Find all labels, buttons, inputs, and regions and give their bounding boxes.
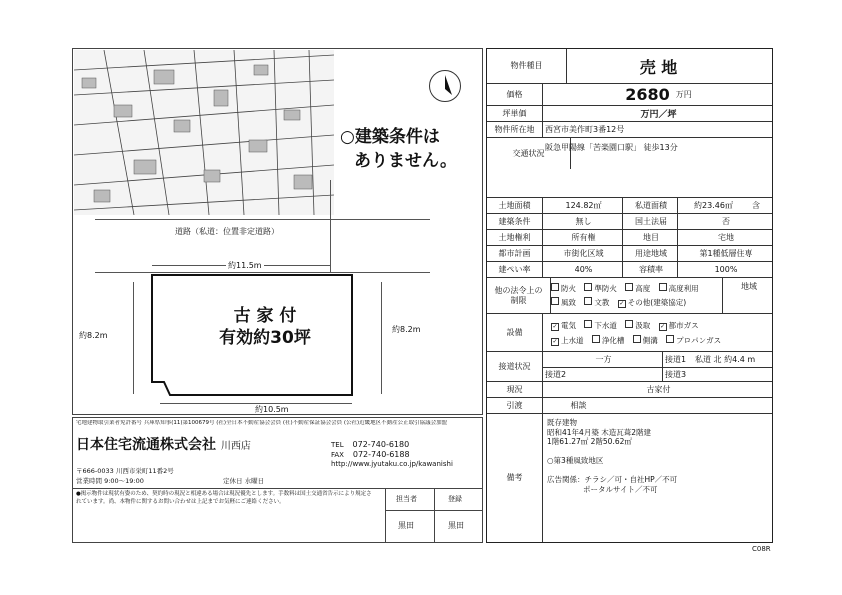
row-current [487, 381, 772, 397]
house-line-2: 有効約30坪 [219, 328, 311, 348]
right-depth-line [381, 282, 382, 394]
other-laws-list: 防火 準防火 高度 高度利用 風致 文教 ✓ その他(建築協定) [545, 282, 720, 310]
private-road-note: 含 [752, 201, 760, 210]
district-label: 地域 [741, 281, 757, 291]
transport-label: 交通状況 [487, 138, 571, 169]
checkbox-checked[interactable]: ✓ [660, 323, 666, 330]
road-side: 一方 [595, 355, 612, 364]
checkbox[interactable] [551, 297, 559, 305]
tel-row: TEL 072-740-6180 [331, 440, 410, 449]
business-hours: 営業時間 9:00〜19:00 [76, 477, 144, 485]
current-value: 古家付 [646, 385, 671, 394]
checkbox-checked[interactable]: ✓ [552, 338, 558, 345]
checkbox[interactable] [659, 283, 667, 291]
road-line-top [95, 219, 430, 220]
left-depth-line [133, 282, 134, 394]
row-land-rights [487, 229, 772, 245]
land-rights-label: 土地権利 [487, 230, 543, 245]
checkbox[interactable] [592, 335, 600, 343]
city-plan-label: 都市計画 [487, 246, 543, 261]
checkbox[interactable] [625, 320, 633, 328]
checkbox-checked[interactable]: ✓ [619, 300, 625, 307]
row-land-area [487, 197, 772, 213]
checkbox[interactable] [584, 283, 592, 291]
tsubo-label: 坪単価 [487, 106, 543, 121]
row-facilities [487, 313, 772, 351]
company-address: 〒666-0033 川西市栄町11番2号 [76, 467, 174, 475]
other-laws-label: 他の法令上の制限 [487, 278, 551, 313]
house-info [175, 305, 355, 349]
house-line-1: 古 家 付 [233, 306, 297, 326]
staff-table [385, 488, 483, 543]
remarks-label: 備考 [487, 414, 543, 542]
tel-number: 072-740-6180 [352, 440, 410, 449]
property-table [486, 48, 773, 543]
left-depth-label: 約8.2m [79, 331, 108, 340]
bcr-label: 建ぺい率 [487, 262, 543, 277]
company-box [72, 417, 483, 543]
row-location [487, 121, 772, 137]
map-lines [74, 50, 334, 215]
delivery-label: 引渡 [487, 398, 543, 413]
road1-label: 接道1 [665, 355, 687, 364]
row-other-laws [487, 277, 772, 313]
private-road-label: 私道面積 [635, 201, 667, 210]
delivery-value: 相談 [570, 401, 587, 410]
current-label: 現況 [487, 382, 543, 397]
land-area-label: 土地面積 [487, 198, 543, 213]
price-value: 2680 [625, 85, 670, 104]
facilities-label: 設備 [487, 314, 543, 351]
zoning-value: 第1種低層住専 [699, 249, 753, 258]
row-tsubo [487, 105, 772, 121]
staff-left-name: 黒田 [398, 521, 414, 530]
land-use-law-label: 国土法届 [635, 217, 667, 226]
company-name-text: 日本住宅流通株式会社 [76, 437, 216, 453]
checkbox[interactable] [666, 335, 674, 343]
land-area-value: 124.82㎡ [565, 201, 602, 210]
disclaimer: ●掲示物件は現状有姿のため、契約時の現況と相違ある場合は現況優先とします。手数料は国土交通省告示により規定されています。尚、本物件に関するお問い合わせは上記までお気軽にご連絡ください。 [76, 491, 372, 505]
right-depth-label: 約8.2m [392, 325, 421, 334]
type-label: 物件種目 [487, 49, 567, 83]
price-cell [542, 84, 772, 105]
checkbox[interactable] [633, 335, 641, 343]
area-map [74, 50, 334, 215]
type-value: 売 地 [639, 57, 678, 77]
land-use-law-value: 否 [722, 217, 730, 226]
holiday: 定休日 水曜日 [223, 477, 265, 485]
row-bcr [487, 261, 772, 277]
road1-value: 私道 北 約4.4 m [695, 355, 756, 364]
row-city-plan [487, 245, 772, 261]
checkbox[interactable] [584, 297, 592, 305]
row-building-cond [487, 213, 772, 229]
far-label: 容積率 [639, 265, 663, 274]
fax-row: FAX 072-740-6188 [331, 450, 410, 459]
row-transport [487, 137, 772, 169]
row-price [487, 83, 772, 105]
road-label: 道路（私道：位置非定道路） [175, 227, 279, 236]
road2-label: 接道2 [545, 370, 567, 379]
zoning-label: 用途地域 [635, 249, 667, 258]
company-name [76, 434, 251, 454]
building-cond-label: 建築条件 [487, 214, 543, 229]
chimoku-value: 宅地 [718, 233, 734, 242]
license-note: 宅地建物取引業者免許番号 兵庫県知事(11)第100679号 (社)全日本不動産協会会員 (社)不動産保証協会会員 (公社)近畿地区不動産公正取引協議会加盟 [76, 420, 448, 426]
notice-line-1: ○建築条件は [340, 127, 440, 147]
checkbox[interactable] [625, 283, 633, 291]
remarks-list: 既存建物 昭和41年4月築 木造瓦葺2階建 1階61.27㎡ 2階50.62㎡ ○第3種風致地区 広告関係：チラシ／可・自社HP／不可 ポータルサイト／不可 [547, 418, 678, 494]
compass-icon [429, 70, 461, 102]
location-label: 物件所在地 [487, 122, 543, 137]
bcr-value: 40% [574, 265, 593, 274]
bottom-width-label: 約10.5m [255, 405, 289, 414]
location-value: 西宮市美作町3番12号 [545, 125, 625, 134]
far-value: 100% [714, 265, 738, 274]
building-condition-notice [340, 125, 480, 173]
city-plan-value: 市街化区域 [563, 249, 604, 258]
price-label: 価格 [487, 84, 543, 105]
staff-right-name: 黒田 [448, 521, 464, 530]
top-width-label: 約11.5m [228, 261, 262, 270]
checkbox[interactable] [551, 283, 559, 291]
row-type [487, 49, 772, 83]
road-label: 接道状況 [487, 352, 543, 381]
price-unit: 万円 [675, 90, 692, 99]
private-road-value: 約23.46㎡ [694, 201, 733, 210]
checkbox[interactable] [584, 320, 592, 328]
contact-block [331, 440, 453, 469]
building-cond-value: 無し [575, 217, 592, 226]
notice-line-2: ありません。 [354, 151, 458, 171]
road-mid [542, 367, 772, 368]
facilities-list: ✓ 電気 下水道 汲取 ✓ 都市ガス ✓ 上水道 浄化槽 側溝 プロパンガス [552, 321, 722, 345]
checkbox-checked[interactable]: ✓ [552, 323, 558, 330]
staff-v-line [434, 488, 435, 543]
company-url[interactable]: http://www.jyutaku.co.jp/kawanishi [331, 460, 453, 468]
sheet-code: C08R [752, 545, 771, 553]
road-width-arrow [330, 180, 331, 272]
road3-label: 接道3 [665, 370, 687, 379]
row-remarks [487, 413, 772, 542]
row-delivery [487, 397, 772, 413]
row-road [487, 351, 772, 381]
chimoku-label: 地目 [643, 233, 659, 242]
land-rights-value: 所有権 [571, 233, 596, 242]
staff-header-left: 担当者 [396, 495, 417, 503]
fax-number: 072-740-6188 [352, 450, 410, 459]
staff-header-right: 登録 [448, 495, 462, 503]
tsubo-value: 万円／坪 [640, 110, 677, 120]
transport-value: 阪急甲陽線「苦楽園口駅」 徒歩13分 [545, 143, 678, 152]
company-branch: 川西店 [220, 441, 251, 452]
